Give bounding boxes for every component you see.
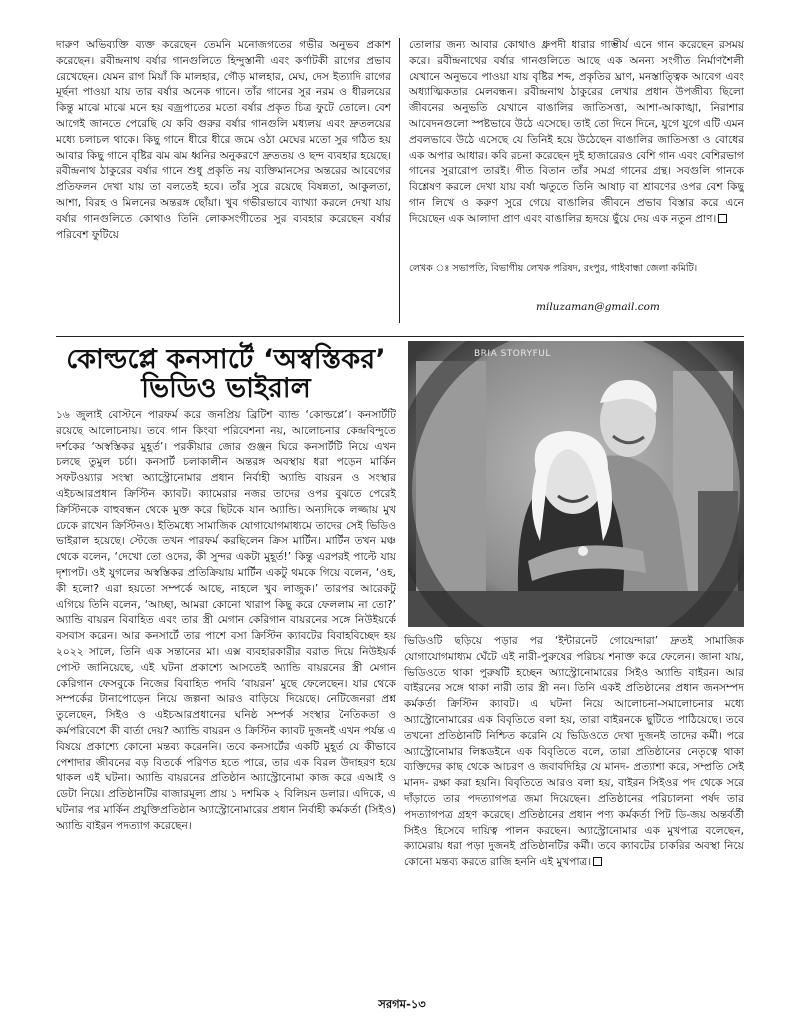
author-email: miluzaman@gmail.com (536, 301, 660, 313)
headline-line-1: কোল্ডপ্লে কনসার্টে ‘অস্বস্তিকর’ (66, 344, 386, 375)
column-divider-vertical (399, 38, 400, 323)
end-mark-icon (593, 857, 602, 866)
news-body-right-column (404, 634, 744, 954)
section-divider (56, 336, 744, 337)
news-body-left-column: ১৬ জুলাই বোস্টনে পারফর্ম করে জনপ্রিয় ব্রিটিশ ব্যান্ড ‘কোল্ডপ্লে’। কনসার্টটি রয়েছে আলোচনায়। তবে গান কিংবা পরিবেশনা নয়, আলোচনার কেন্দ্রবিন্দুতে দর্শকের ‘অস্বস্তিকর মুহূর্ত’। পরকীয়ার জোর গুঞ্জন ঘিরে কনসার্টটি নিয়ে এখন চলছে তুমুল চর্চা। কনসার্ট চলাকালীন অন্তরঙ্গ অবস্থায় ধরা পড়েন মার্কিন সফটওয়্যার সংস্থা অ্যাস্ট্রোনোমার প্রধান নির্বাহী অ্যান্ডি বায়রন ও সংস্থার এইচআরপ্রধান ক্রিস্টিন ক্যাবট। ক্যামেরার নজর তাদের ওপর বুঝতে পেরেই ক্রিস্টিনকে বাহুবন্ধন থেকে মুক্ত করে ছিটকে যান অ্যান্ডি। অন্যদিকে লজ্জায় মুখ ঢেকে রাখেন ক্রিস্টিনও। ইতিমধ্যে সামাজিক যোগাযোগমাধ্যমে তাদের সেই ভিডিও ভাইরাল হয়েছে। স্টেজে তখন পারফর্ম করছিলেন ক্রিস মার্টিন। মার্টিন তখন মঞ্চ থেকে বলেন, ‘দেখো তো ওদের, কী সুন্দর একটা মুহূর্ত!’ কিন্তু এরপরই পাল্টে যায় দৃশ্যপট। ওই যুগলের অস্বস্তিকর প্রতিক্রিয়ায় মার্টিন একটু থমকে গিয়ে বলেন, ‘ওহ, কী হলো? এরা হয়তো সম্পর্কে আছে, নাহলে খুব লাজুক।’ তারপর আরেকটু এগিয়ে তিনি বলেন, ‘আচ্ছা, আমরা কোনো খারাপ কিছু করে ফেললাম না তো?’ অ্যান্ডি বায়রন বিবাহিত এবং তার স্ত্রী মেগান কেরিগান বায়রনের সঙ্গে নিউইয়র্কে বসবাস করেন। আর কনসার্টে তার পাশে বসা ক্রিস্টিন ক্যাবটের বিবাহবিচ্ছেদ হয় ২০২২ সালে, তিনি এক সন্তানের মা। এক্স ব্যবহারকারীর বরাত দিয়ে নিউইয়র্ক পোস্ট জানিয়েছে, এই ঘটনা প্রকাশ্যে আসতেই অ্যান্ডি বায়রনের স্ত্রী মেগান কেরিগান ফেসবুকে নিজের বিবাহিত পদবি ‘বায়রন’ মুছে ফেলেছেন। যার থেকে সম্পর্কের টানাপোড়েন নিয়ে জল্পনা আরও বাড়িয়ে দিয়েছে। নেটিজেনরা প্রশ্ন তুলেছেন, সিইও ও এইচআরপ্রধানের ঘনিষ্ঠ সম্পর্ক সংস্থার নৈতিকতা ও কর্মপরিবেশে কী বার্তা দেয়? অ্যান্ডি বায়রন ও ক্রিস্টিন ক্যাবট দুজনই এখন পর্যন্ত এ বিষয়ে প্রকাশ্যে কোনো মন্তব্য করেননি। তবে কনসার্টের একটি মুহূর্ত যে কীভাবে পেশাদার জীবনের বড় বিতর্কে পরিণত হতে পারে, তার এক বিরল উদাহরণ হয়ে থাকল এই ঘটনা। অ্যান্ডি বায়রনের প্রতিষ্ঠান অ্যাস্ট্রোনোমা কাজ করে এআই ও ডেটা নিয়ে। প্রতিষ্ঠানটির বাজারমূল্য প্রায় ১ দশমিক ২ বিলিয়ন ডলার। এদিকে, এ ঘটনার পর মার্কিন প্রযুক্তিপ্রতিষ্ঠান অ্যাস্ট্রোনোমারের প্রধান নির্বাহী কর্মকর্তা (সিইও) অ্যান্ডি বাইরন পদত্যাগ করেছেন। (56, 409, 396, 832)
top-article-left-column: দারুণ অভিব্যক্তি ব্যক্ত করেছেন তেমনি মনোজগতের গভীর অনুভব প্রকাশ করেছেন। রবীন্দ্রনাথ বর্ষার গানগুলিতে হিন্দুস্তানী এবং কর্ণাটকী রাগের প্রভাব রেখেছেন। যেমন রাগ মিয়াঁ কি মালহার, গৌড় মালহার, মেঘ, দেস ইত্যাদি রাগের মূর্ছনা পাওয়া যায় তার বর্ষার অনেক গানে। তাঁর গানের সুর নরম ও ধীরলয়ের কিন্তু মাঝে মাঝে মনে হয় বজ্রপাতের মতো বর্ষার প্রকৃত চিত্র ফুটে তোলে। বেশ আগেই জানতে পেরেছি যে কবি গুরুর বর্ষার গানগুলি মধ্যলয় এবং দ্রুতলয়ের মধ্যে চলাচল থাকে। কিছু গানে ধীরে ধীরে জমে ওঠা মেঘের মতো সুর গঠিত হয় আবার কিছু গানে বৃষ্টির ঝম ঝম ধ্বনির অনুকরণে দ্রুততয় ও ছন্দ ব্যবহার হয়েছে। রবীন্দ্রনাথ ঠাকুরের বর্ষার গানে শুধু প্রকৃতি নয় ব্যক্তিমানসের অন্তরের আবেগের প্রতিফলন দেখা যায় তা বলতেই হবে। তাঁর সুরে রয়েছে বিষন্নতা, আকুলতা, আশা, বিরহ ও মিলনের অন্তরঙ্গ ছোঁয়া। খুব গভীরভাবে ব্যাখ্যা করলে দেখা যায় বর্ষার গানগুলিতে কোথাও তিনি লোকসংগীতের সুর ব্যবহার করেছেন বর্ষার পরিবেশ ফুটিয়ে (56, 39, 391, 241)
concert-couple-illustration (408, 341, 744, 627)
top-article-right-text: তোলার জন্য আবার কোথাও ধ্রুপদী ধারার গাম্ভীর্য এনে গান করেছেন রসময় করে। রবীন্দ্রনাথের বর্ষার গানগুলিতে আছে এক অনন্য সংগীত নির্মাণশৈলী যেখানে অনুভবে পাওয়া যায় বৃষ্টির শব্দ, প্রকৃতির ঘ্রাণ, মনস্তাত্ত্বিক আবেগ এবং অধ্যাত্মিকতার মেলবন্ধন। রবীন্দ্রনাথ ঠাকুরের লেখার প্রধান উপজীব্য ছিলো জীবনের অনুভতি যেখানে বাঙালির জাতিসত্তা, আশা-আকাঙ্খা, নিরাশার আবেদনগুলো স্পষ্টভাবে উঠে এসেছে। তাই তো দিনে দিনে, যুগে যুগে এটি এমন প্রবলভাবে উঠে এসেছে যে তিনিই হয়ে উঠেছেন বাঙালির জাতিসত্তা ও বোধের এক অপার আধার। কবি রচনা করেছেন দুই হাজারেরও বেশি গান এবং বেশিরভাগ গানের সুরারোপ তারই। গীত বিতান তাঁর সমগ্র গানের গ্রন্থ। সবগুলি গানকে বিশ্লেষণ করলে দেখা যায় বর্ষা ঋতুতে তিনি আষাঢ় বা শ্রাবণের ওপর বেশ কিছু গান লিখে ও করুণ সুরে গেয়ে বাঙালির জীবনে প্রভাব বিস্তার করে এনে দিয়েছেন এক আলাদা প্রাণ এবং বাঙালির হৃদয়ে ছুঁয়ে দেয় এক নতুন প্রাণ। (409, 39, 744, 225)
news-body-right-text: ভিডিওটি ছড়িয়ে পড়ার পর ‘ইন্টারনেট গোয়েন্দারা’ দ্রুতই সামাজিক যোগাযোগমাধ্যম ঘেঁটে এই নারী-পুরুষের পরিচয় শনাক্ত করে ফেলেন। জানা যায়, ভিডিওতে থাকা পুরুষটি হচ্ছেন অ্যাস্ট্রোনোমারের সিইও অ্যান্ডি বাইরন। আর বাইরনের সঙ্গে থাকা নারী তার স্ত্রী নন। তিনি একই প্রতিষ্ঠানের প্রধান জনসম্পদ কর্মকর্তা ক্রিস্টিন ক্যাবট। এ ঘটনা নিয়ে আলোচনা-সমালোচনার মধ্যে অ্যাস্ট্রোনোমারের এক বিবৃতিতে বলা হয়, তারা বাইরনকে ছুটিতে পাঠিয়েছে। তবে তখনো প্রতিষ্ঠানটি নিশ্চিত করেনি যে ভিডিওতে দেখা দুজনই তাদের কর্মী। পরে অ্যাস্ট্রোনোমার লিঙ্কডইনে এক বিবৃতিতে বলে, তারা প্রতিষ্ঠানের নেতৃত্বে থাকা ব্যক্তিদের কাছ থেকে আচরণ ও জবাবদিহির যে মানদ- প্রত্যাশা করে, সম্প্রতি সেই মানদ- রক্ষা করা হয়নি। বিবৃতিতে আরও বলা হয়, বাইরন সিইওর পদ থেকে সরে দাঁড়াতে তার পদত্যাগপত্র জমা দিয়েছেন। প্রতিষ্ঠানের পরিচালনা পর্ষদ তার পদত্যাগপত্র গ্রহণ করেছে। প্রতিষ্ঠানের প্রধান পণ্য কর্মকর্তা পিট ডি-জয় অন্তর্বর্তী সিইও হিসেবে দায়িত্ব পালন করছেন। অ্যাস্ট্রোনোমার এক মুখপাত্র বলেছেন, ক্যামেরায় ধরা পড়া দুজনই প্রতিষ্ঠানটির কর্মী। তবে ক্যাবটের চাকরির অবস্থা নিয়ে কোনো মন্তব্য করতে রাজি হননি এই মুখপাত্র। (404, 635, 744, 869)
news-photo (408, 341, 744, 627)
end-mark-icon (718, 214, 727, 223)
photo-credit: BRIA STORYFUL (474, 349, 551, 359)
headline-line-2: ভিডিও ভাইরাল (141, 373, 311, 404)
author-note: লেখক ঃ সভাপতি, বিভাগীয় লেখক পরিষদ, রংপুর, গাইবান্ধা জেলা কমিটি। (409, 263, 698, 274)
page-number: সরগম-১৩ (378, 997, 426, 1011)
top-article-right-column (409, 38, 744, 260)
